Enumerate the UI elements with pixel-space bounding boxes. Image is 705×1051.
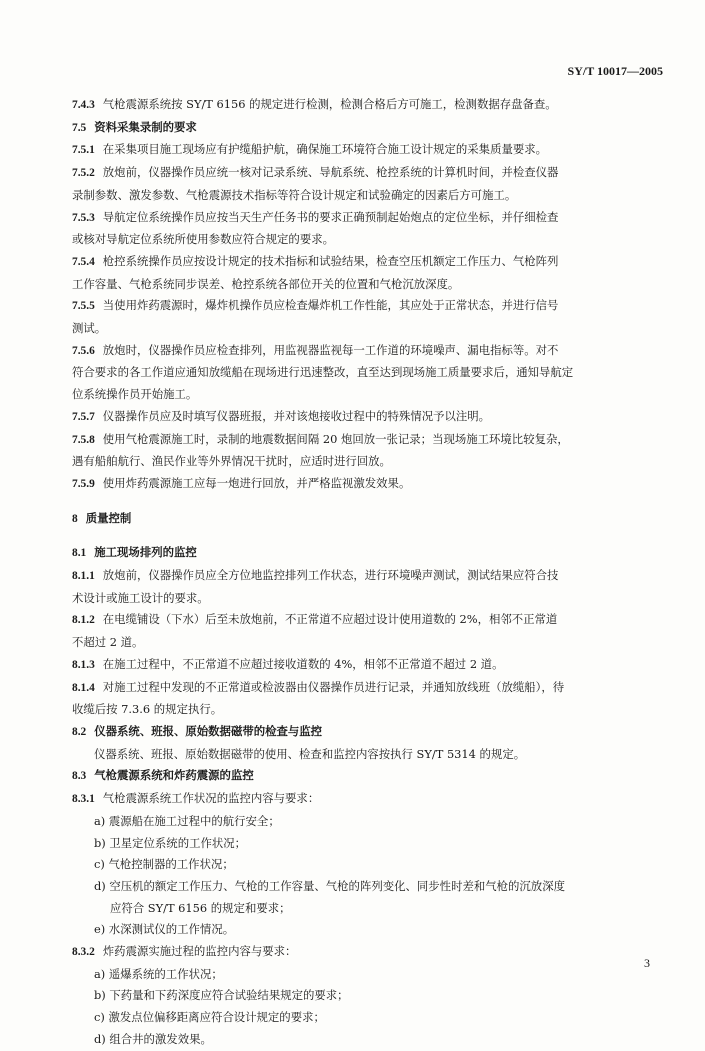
section-heading: 气枪震源系统和炸药震源的监控 xyxy=(94,768,254,783)
clause-text: 放炮前，仪器操作员应统一核对记录系统、导航系统、枪控系统的计算机时间，并检查仪器 xyxy=(102,165,559,180)
clause-text: 在施工过程中，不正常道不应超过接收道数的 4%，相邻不正常道不超过 2 道。 xyxy=(102,656,504,671)
clause-number: 8 xyxy=(72,512,78,525)
text-line xyxy=(72,362,662,384)
clause-line xyxy=(72,508,662,531)
clause-line xyxy=(72,207,662,230)
clause-text: 在采集项目施工现场应有护缆船护航，确保施工环境符合施工设计规定的采集质量要求。 xyxy=(102,142,548,157)
clause-text: 放炮前，仪器操作员应全方位地监控排列工作状态，进行环境噪声测试，测试结果应符合技 xyxy=(102,568,559,583)
text-line xyxy=(72,854,662,876)
clause-number: 8.1 xyxy=(72,547,87,560)
clause-text: 录制参数、激发参数、气枪震源技术指标等符合设计规定和试验确定的因素后方可施工。 xyxy=(72,187,517,202)
text-line xyxy=(72,229,662,251)
clause-text: d) 组合井的激发效果。 xyxy=(94,1031,212,1046)
clause-line xyxy=(72,654,662,677)
clause-line xyxy=(72,340,662,363)
clause-number: 8.1.1 xyxy=(72,570,95,583)
clause-line xyxy=(72,139,662,162)
text-line xyxy=(72,833,662,855)
clause-line xyxy=(72,295,662,318)
clause-number: 7.5.7 xyxy=(72,410,95,423)
clause-number: 8.1.4 xyxy=(72,681,95,694)
clause-text: 在电缆铺设（下水）后至未放炮前，不正常道不应超过设计使用道数的 2%，相邻不正常道 xyxy=(102,612,558,627)
clause-number: 8.2 xyxy=(72,725,87,738)
clause-line xyxy=(72,473,662,496)
clause-text: 遇有船舶航行、渔民作业等外界情况干扰时，应适时进行回放。 xyxy=(72,454,391,469)
clause-line xyxy=(72,941,662,964)
text-line xyxy=(72,919,662,941)
clause-line xyxy=(72,406,662,429)
clause-number: 8.3.2 xyxy=(72,946,95,959)
clause-line xyxy=(72,162,662,185)
clause-text: 收缆后按 7.3.6 的规定执行。 xyxy=(72,702,223,717)
clause-line xyxy=(72,117,662,140)
clause-number: 7.5.2 xyxy=(72,167,95,180)
clause-text: 术设计或施工设计的要求。 xyxy=(72,590,209,605)
clause-number: 7.4.3 xyxy=(72,99,95,111)
text-line xyxy=(72,1007,662,1029)
clause-number: 7.5.5 xyxy=(72,300,95,313)
clause-text: 或核对导航定位系统所使用参数应符合规定的要求。 xyxy=(72,232,334,247)
section-heading: 施工现场排列的监控 xyxy=(94,545,197,560)
section-heading: 资料采集录制的要求 xyxy=(94,119,197,134)
text-line xyxy=(72,744,662,766)
clause-text: 仪器操作员应及时填写仪器班报，并对该炮接收过程中的特殊情况予以注明。 xyxy=(102,408,491,423)
clause-number: 7.5.4 xyxy=(72,255,95,268)
text-line xyxy=(72,185,662,207)
clause-number: 7.5.3 xyxy=(72,211,95,224)
clause-text: 炸药震源实施过程的监控内容与要求： xyxy=(102,944,297,959)
clause-text: 工作容量、气枪系统同步误差、枪控系统各部位开关的位置和气枪沉放深度。 xyxy=(72,276,460,291)
clause-line xyxy=(72,94,662,117)
page-number: 3 xyxy=(644,956,650,970)
text-line xyxy=(72,451,662,473)
clause-line xyxy=(72,609,662,632)
clause-number: 7.5.1 xyxy=(72,144,95,157)
text-line xyxy=(72,384,662,406)
clause-line xyxy=(72,765,662,788)
clause-number: 7.5.9 xyxy=(72,477,95,490)
text-line xyxy=(72,876,662,898)
clause-line xyxy=(72,251,662,274)
text-line xyxy=(72,898,662,920)
clause-text: 测试。 xyxy=(72,321,107,336)
clause-text: 符合要求的各工作道应通知放缆船在现场进行迅速整改，直至达到现场施工质量要求后，通知导航定 xyxy=(72,365,574,380)
section-heading: 质量控制 xyxy=(85,510,132,525)
clause-text: 位系统操作员开始施工。 xyxy=(72,387,198,402)
text-line xyxy=(72,318,662,340)
clause-number: 8.1.2 xyxy=(72,614,95,627)
text-line xyxy=(72,1029,662,1051)
clause-line xyxy=(72,429,662,452)
clause-text: 放炮时，仪器操作员应检查排列，用监视器监视每一工作道的环境噪声、漏电指标等。对不 xyxy=(102,342,559,357)
text-line xyxy=(72,699,662,721)
text-line xyxy=(72,811,662,833)
section-gap xyxy=(72,496,662,508)
clause-text: b) 卫星定位系统的工作状况； xyxy=(94,835,247,850)
clause-text: b) 下药量和下药深度应符合试验结果规定的要求； xyxy=(94,988,349,1003)
text-line xyxy=(72,274,662,296)
clause-line xyxy=(72,721,662,744)
clause-text: 仪器系统、班报、原始数据磁带的使用、检查和监控内容按执行 SY/T 5314 的规定。 xyxy=(94,746,526,761)
clause-text: 气枪震源系统工作状况的监控内容与要求： xyxy=(102,791,320,806)
clause-text: 使用气枪震源施工时，录制的地震数据间隔 20 炮回放一张记录；当现场施工环境比较复杂， xyxy=(102,431,569,446)
clause-line xyxy=(72,677,662,700)
clause-line xyxy=(72,542,662,565)
clause-text: d) 空压机的额定工作压力、气枪的工作容量、气枪的阵列变化、同步性时差和气枪的沉放深度 xyxy=(94,878,565,893)
clause-number: 7.5.8 xyxy=(72,433,95,446)
text-line xyxy=(72,632,662,654)
clause-text: 不超过 2 道。 xyxy=(72,635,144,650)
clause-text: 使用炸药震源施工应每一炮进行回放，并严格监视激发效果。 xyxy=(102,475,411,490)
text-line xyxy=(72,588,662,610)
section-gap xyxy=(72,530,662,542)
clause-number: 8.1.3 xyxy=(72,658,95,671)
standard-header: SY/T 10017—2005 xyxy=(567,64,663,78)
clause-number: 8.3 xyxy=(72,770,87,783)
clause-text: 对施工过程中发现的不正常道或检波器由仪器操作员进行记录，并通知放线班（放缆船），待 xyxy=(102,679,565,694)
text-line xyxy=(72,985,662,1007)
clause-text: c) 激发点位偏移距离应符合设计规定的要求； xyxy=(94,1010,325,1025)
clause-text: e) 水深测试仪的工作情况。 xyxy=(94,922,235,937)
clause-number: 7.5 xyxy=(72,121,87,134)
section-heading: 仪器系统、班报、原始数据磁带的检查与监控 xyxy=(94,723,323,738)
clause-text: a) 遥爆系统的工作状况； xyxy=(94,966,223,981)
page-body xyxy=(72,94,662,1051)
clause-text: 导航定位系统操作员应按当天生产任务书的要求正确预制起始炮点的定位坐标，并仔细检查 xyxy=(102,209,559,224)
clause-text: 当使用炸药震源时，爆炸机操作员应检查爆炸机工作性能，其应处于正常状态，并进行信号 xyxy=(102,298,559,313)
clause-text: 枪控系统操作员应按设计规定的技术指标和试验结果，检查空压机额定工作压力、气枪阵列 xyxy=(102,253,559,268)
clause-number: 8.3.1 xyxy=(72,793,95,806)
clause-line xyxy=(72,788,662,811)
clause-text: 应符合 SY/T 6156 的规定和要求； xyxy=(110,900,291,915)
clause-text: c) 气枪控制器的工作状况； xyxy=(94,857,234,872)
clause-text: a) 震源船在施工过程中的航行安全； xyxy=(94,813,280,828)
clause-text: 气枪震源系统按 SY/T 6156 的规定进行检测，检测合格后方可施工，检测数据存盘备查。 xyxy=(102,97,557,111)
text-line xyxy=(72,964,662,986)
clause-line xyxy=(72,565,662,588)
clause-number: 7.5.6 xyxy=(72,344,95,357)
